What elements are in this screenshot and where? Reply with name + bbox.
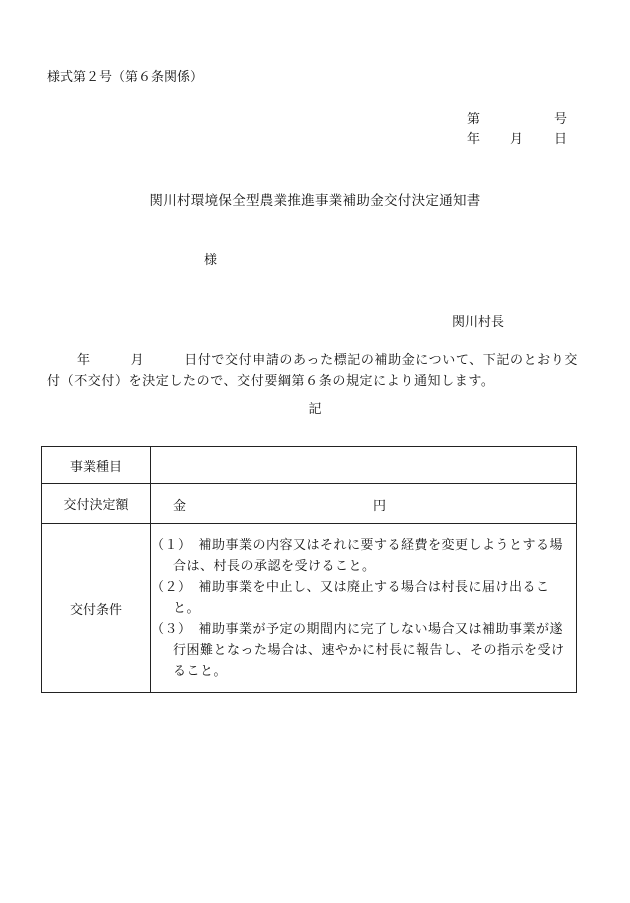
document-title: 関川村環境保全型農業推進事業補助金交付決定通知書 <box>149 193 481 209</box>
business-type-label: 事業種目 <box>42 447 151 484</box>
amount-prefix: 金 <box>173 499 187 514</box>
form-number: 様式第２号（第６条関係） <box>47 70 204 85</box>
document-number-label: 第 <box>467 112 481 127</box>
condition-item: （２） 補助事業を中止し、又は廃止する場合は村長に届け出ること。 <box>151 579 550 616</box>
conditions-list <box>151 524 577 693</box>
body-year-label: 年 <box>77 353 91 368</box>
date-year-label: 年 <box>467 132 481 147</box>
issuer-name: 関川村長 <box>452 315 505 330</box>
notice-body <box>47 350 587 392</box>
table-row <box>42 484 577 524</box>
condition-item: （３） 補助事業が予定の期間内に完了しない場合又は補助事業が遂行困難となった場合は、速やかに村長に報告し、その指示を受けること。 <box>151 621 565 679</box>
date-month-label: 月 <box>510 132 524 147</box>
amount-cell <box>151 484 577 524</box>
body-month-label: 月 <box>130 353 145 368</box>
amount-label: 交付決定額 <box>42 484 151 524</box>
body-text: 日付で交付申請のあった標記の補助金について、下記のとおり交付（不交付）を決定したので、交付要綱第６条の規定により通知します。 <box>47 353 578 389</box>
table-row <box>42 524 577 693</box>
decision-table <box>41 446 577 693</box>
table-row <box>42 447 577 484</box>
conditions-label: 交付条件 <box>42 524 151 693</box>
date-day-label: 日 <box>554 132 568 147</box>
condition-item: （１） 補助事業の内容又はそれに要する経費を変更しようとする場合は、村長の承認を受けること。 <box>151 537 564 574</box>
addressee-suffix: 様 <box>204 253 218 268</box>
amount-suffix: 円 <box>373 499 387 514</box>
ki-heading: 記 <box>308 402 322 417</box>
document-number-suffix: 号 <box>554 112 568 127</box>
business-type-value <box>151 447 577 484</box>
